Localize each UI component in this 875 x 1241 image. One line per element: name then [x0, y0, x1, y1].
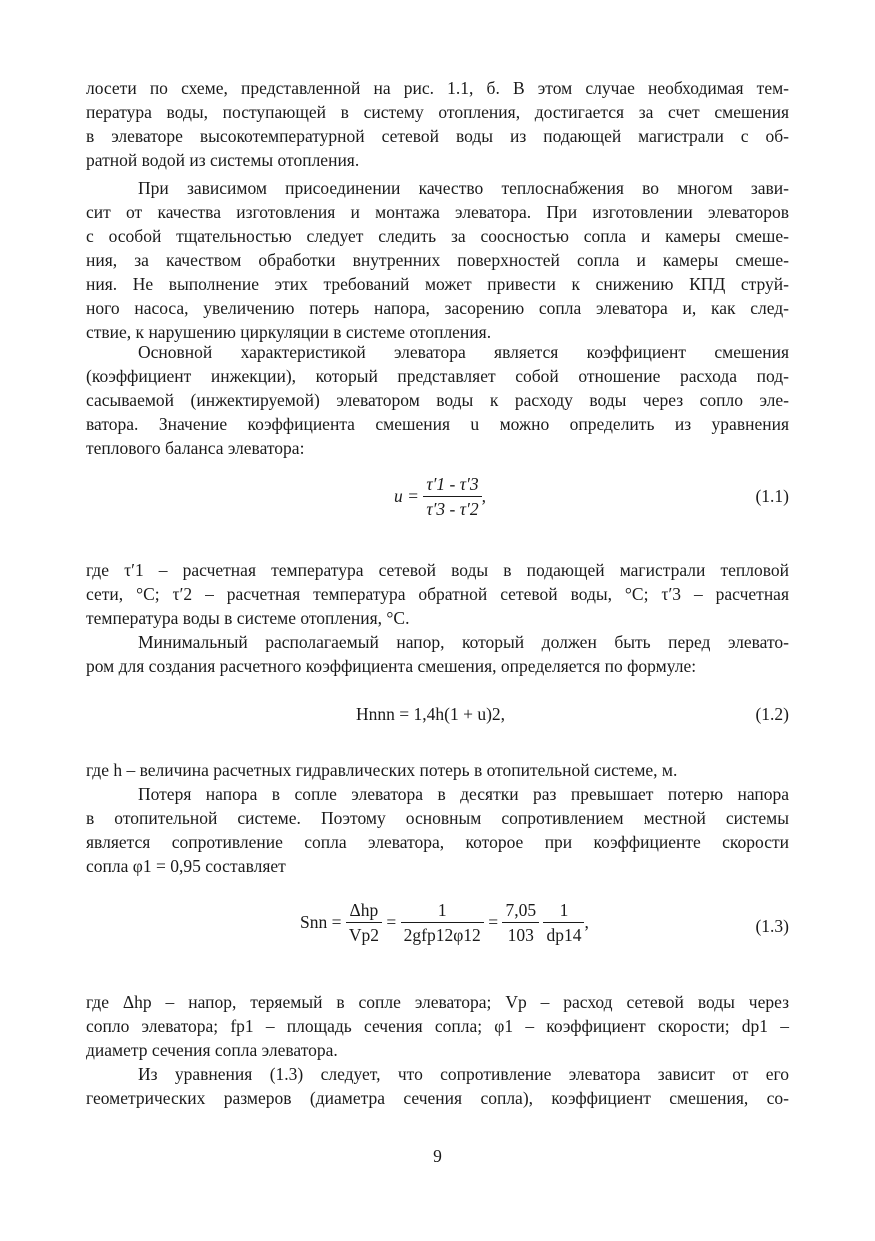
page-number: 9: [433, 1146, 442, 1166]
text-line: Основной характеристикой элеватора является коэффициент смешения: [138, 342, 789, 362]
text-line: где Δhр – напор, теряемый в сопле элеватора; Vр – расход сетевой воды через: [86, 992, 789, 1012]
eq3-frac3-numerator: 7,05: [502, 898, 539, 923]
text-line: Минимальный располагаемый напор, который должен быть перед элевато-: [138, 632, 789, 652]
equation-number: (1.1): [755, 486, 789, 506]
eq2-formula: Hnnn = 1,4h(1 + u)2,: [356, 704, 506, 724]
text-line: ствие, к нарушению циркуляции в системе отопления.: [86, 322, 492, 342]
text-line: в элеваторе высокотемпературной сетевой воды из подающей магистрали с об-: [86, 126, 789, 146]
text-line: где h – величина расчетных гидравлических потерь в отопительной системе, м.: [86, 760, 678, 780]
eq3-fraction-3: [502, 898, 539, 947]
text-line: сит от качества изготовления и монтажа элеватора. При изготовлении элеваторов: [86, 202, 789, 222]
eq3-fraction-1: [346, 898, 382, 947]
text-line: ватора. Значение коэффициента смешения u можно определить из уравнения: [86, 414, 789, 434]
text-line: в отопительной системе. Поэтому основным сопротивлением местной системы: [86, 808, 789, 828]
eq3-frac2-denominator: 2gfp12φ12: [403, 925, 481, 945]
text-line: ром для создания расчетного коэффициента смешения, определяется по формуле:: [86, 656, 697, 676]
text-line: сопла φ1 = 0,95 составляет: [86, 856, 286, 876]
text-line: диаметр сечения сопла элеватора.: [86, 1040, 338, 1060]
text-line: пература воды, поступающей в систему отопления, достигается за счет смешения: [86, 102, 789, 122]
eq3-frac1-numerator: Δhp: [346, 898, 382, 923]
eq3-frac2-numerator: 1: [401, 898, 484, 923]
eq3-fraction-2: [401, 898, 484, 947]
eq3-frac4-denominator: dp14: [546, 925, 582, 945]
eq1-fraction: [423, 472, 481, 521]
text-line: Потеря напора в сопле элеватора в десятки раз превышает потерю напора: [138, 784, 789, 804]
text-line: лосети по схеме, представленной на рис. 1.1, б. В этом случае необходимая тем-: [86, 78, 789, 98]
text-line: ния, за качеством обработки внутренних поверхностей сопла и камеры смеше-: [86, 250, 789, 270]
text-line: геометрических размеров (диаметра сечения сопла), коэффициент смешения, со-: [86, 1088, 789, 1108]
text-line: (коэффициент инжекции), который представляет собой отношение расхода под-: [86, 366, 789, 386]
text-line: температура воды в системе отопления, °С.: [86, 608, 410, 628]
equation-number: (1.2): [755, 704, 789, 724]
text-line: является сопротивление сопла элеватора, которое при коэффициенте скорости: [86, 832, 789, 852]
eq1-lhs: u =: [394, 486, 419, 506]
eq3-frac1-denominator: Vp2: [348, 925, 379, 945]
eq3-lhs: Snn =: [300, 912, 342, 932]
eq3-fraction-4: [543, 898, 584, 947]
text-line: ния. Не выполнение этих требований может привести к снижению КПД струй-: [86, 274, 789, 294]
text-line: с особой тщательностью следует следить за соосностью сопла и камеры смеше-: [86, 226, 789, 246]
text-line: теплового баланса элеватора:: [86, 438, 305, 458]
eq1-numerator: τ′1 - τ′3: [423, 472, 481, 497]
text-line: сопло элеватора; fр1 – площадь сечения сопла; φ1 – коэффициент скорости; dр1 –: [86, 1016, 789, 1036]
equation-number: (1.3): [755, 916, 789, 936]
text-line: где τ′1 – расчетная температура сетевой воды в подающей магистрали тепловой: [86, 560, 789, 580]
eq3-equals-2: =: [488, 912, 499, 932]
text-line: сасываемой (инжектируемой) элеватором воды к расходу воды через сопло эле-: [86, 390, 789, 410]
eq3-tail: ,: [584, 912, 589, 932]
text-line: сети, °С; τ′2 – расчетная температура обратной сетевой воды, °С; τ′3 – расчетная: [86, 584, 789, 604]
eq3-equals-1: =: [386, 912, 397, 932]
eq1-tail: ,: [481, 486, 486, 506]
eq3-frac4-numerator: 1: [543, 898, 584, 923]
eq3-frac3-denominator: 103: [507, 925, 534, 945]
text-line: Из уравнения (1.3) следует, что сопротивление элеватора зависит от его: [138, 1064, 789, 1084]
eq1-denominator: τ′3 - τ′2: [426, 499, 479, 519]
text-line: ратной водой из системы отопления.: [86, 150, 360, 170]
text-line: ного насоса, увеличению потерь напора, засорению сопла элеватора и, как след-: [86, 298, 789, 318]
text-line: При зависимом присоединении качество теплоснабжения во многом зави-: [138, 178, 789, 198]
